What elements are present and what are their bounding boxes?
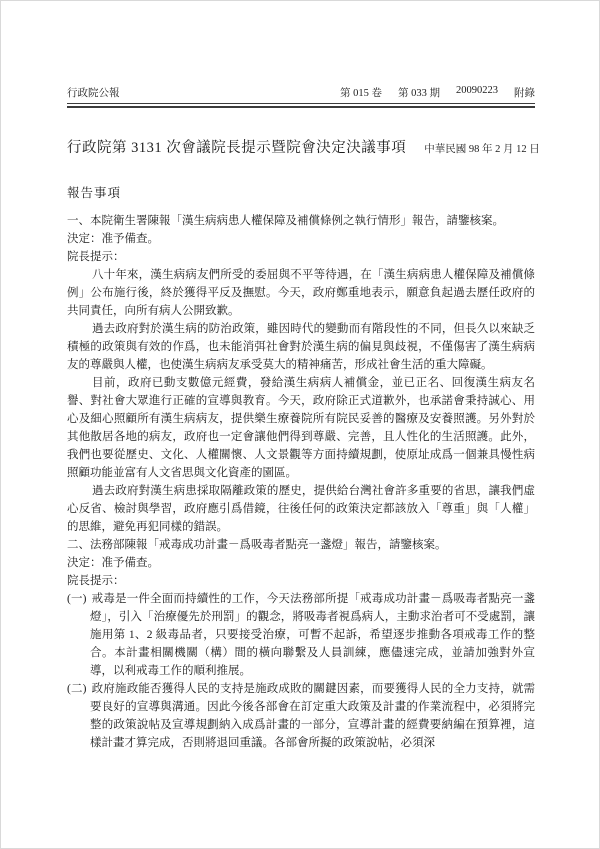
issue-number: 第 033 期	[398, 88, 440, 99]
title-row	[67, 136, 540, 157]
document-date: 中華民國 98 年 2 月 12 日	[424, 144, 540, 155]
issue-date: 20090223	[456, 85, 498, 96]
premier-remarks-label-1: 院長提示：	[67, 251, 125, 263]
volume-number: 第 015 卷	[340, 88, 382, 99]
remarks-paragraph-1: 八十年來，漢生病病友們所受的委屈與不平等待遇，在「漢生病病患人權保障及補償條例」公布施行後，終於獲得平反及撫慰。今天，政府鄭重地表示，願意負起過去歷任政府的共同責任，向所有病人公開致歉。	[67, 269, 535, 317]
page-header	[67, 85, 535, 103]
remarks-paragraph-4: 過去政府對漢生病患採取隔離政策的歷史，提供給台灣社會許多重要的省思，讓我們虛心反省、檢討與學習，政府應引爲借鏡，往後任何的政策決定都該放入「尊重」與「人權」的思維，避免再犯同樣的錯誤。	[67, 485, 535, 533]
numbered-item-1	[67, 590, 535, 680]
remarks-paragraph-3: 目前，政府已動支數億元經費，發給漢生病病人補償金，並已正名、回復漢生病友名譽、對社會大眾進行正確的宣導與教育。今天，政府除正式道歉外，也承諾會秉持誠心、用心及細心照顧所有漢生病病友，提供樂生療養院所有院民妥善的醫療及安養照護。另外對於其他散居各地的病友，政府也一定會讓他們得到尊嚴、完善，且人性化的生活照護。此外，我們也要從歷史、文化、人權關懷、人文景觀等方面持續規劃，使原址成爲一個兼具慢性病照顧功能並富有人文省思與文化資產的園區。	[67, 377, 535, 479]
header-divider	[67, 103, 535, 108]
section-heading: 報告事項	[67, 186, 122, 200]
item-marker-1: (一)	[67, 593, 87, 605]
remarks-paragraph-2: 過去政府對於漢生病的防治政策，雖因時代的變動而有階段性的不同，但長久以來缺乏積極的政策與有效的作爲，也未能消弭社會對於漢生病的偏見與歧視，不僅傷害了漢生病病友的尊嚴與人權，也使漢生病病友承受莫大的精神痛苦，形成社會生活的重大障礙。	[67, 323, 535, 371]
document-body	[67, 212, 535, 752]
agenda-item-1: 一、本院衛生署陳報「漢生病病患人權保障及補償條例之執行情形」報告，請鑒核案。	[67, 215, 504, 227]
section-name: 附錄	[514, 88, 535, 99]
decision-line-2: 決定：准予備查。	[67, 557, 159, 569]
numbered-item-2	[67, 680, 535, 752]
numbered-item-1-text: 戒毒是一件全面而持續性的工作，今天法務部所提「戒毒成功計畫－爲吸毒者點亮一盞燈」，引入「治療優先於刑罰」的觀念，將吸毒者視爲病人，主動求治者可不受處罰，讓施用第 1、2 級毒品者，只要接受治療，可暫不起訴，希望逐步推動各項戒毒工作的整合。本計畫相關機關（構）間的橫向聯繫及人員訓練，應儘速完成，並請加強對外宣導，以利戒毒工作的順利推展。	[90, 593, 535, 677]
issue-info	[340, 85, 535, 100]
agenda-item-2: 二、法務部陳報「戒毒成功計畫－爲吸毒者點亮一盞燈」報告，請鑒核案。	[67, 539, 447, 551]
document-title: 行政院第 3131 次會議院長提示暨院會決定決議事項	[67, 140, 407, 156]
item-marker-2: (二)	[67, 683, 87, 695]
decision-line-1: 決定：准予備查。	[67, 233, 159, 245]
journal-name: 行政院公報	[67, 88, 120, 99]
numbered-item-2-text: 政府施政能否獲得人民的支持是施政成敗的關鍵因素，而要獲得人民的全力支持，就需要良好的宣導與溝通。因此今後各部會在訂定重大政策及計畫的作業流程中，必須將完整的政策說帖及宣導規劃納入成爲計畫的一部分，宣導計畫的經費要納編在預算裡，這樣計畫才算完成，否則將退回重議。各部會所擬的政策說帖，必須深	[90, 683, 535, 749]
premier-remarks-label-2: 院長提示：	[67, 575, 125, 587]
